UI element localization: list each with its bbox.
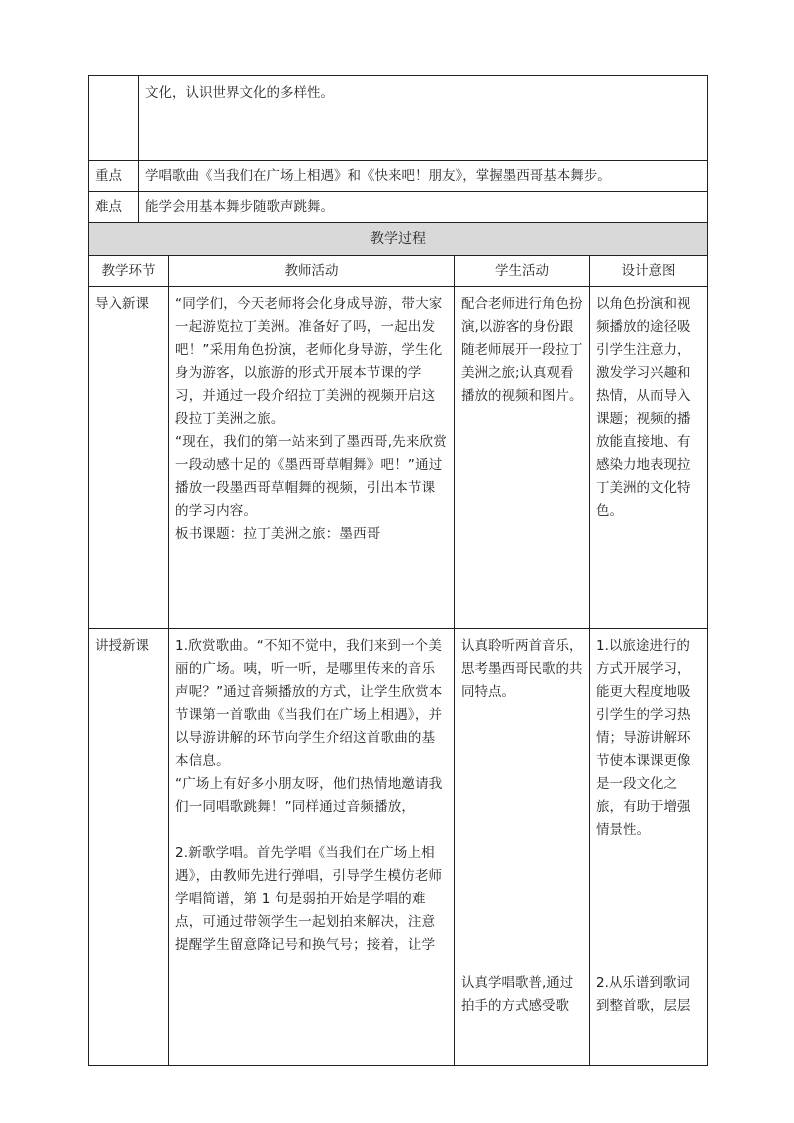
stage-cell: 讲授新课: [89, 629, 169, 1066]
column-header-row: [89, 256, 708, 287]
student-paragraph: 配合老师进行角色扮演,以游客的身份跟随老师展开一段拉丁美洲之旅;认真观看播放的视频和图片。: [461, 296, 583, 404]
table-row-new-lesson: [89, 629, 708, 1066]
teacher-activity-cell: [169, 629, 455, 1066]
teacher-paragraph: 2.新歌学唱。首先学唱《当我们在广场上相遇》，由教师先进行弹唱，引导学生模仿老师学唱简谱，第 1 句是弱拍开始是学唱的难点，可通过带领学生一起划拍来解决，注意提醒学生留意降记号和换气号；接着，让学: [175, 845, 443, 953]
difficulty-text: 能学会用基本舞步随歌声跳舞。: [139, 192, 708, 223]
process-title-row: [89, 223, 708, 256]
design-paragraph: 以角色扮演和视频播放的途径吸引学生注意力，激发学习兴趣和热情，从而导入课题；视频的播放能直接地、有感染力地表现拉丁美洲的文化特色。: [596, 296, 691, 519]
teacher-paragraph: “同学们，今天老师将会化身成导游，带大家一起游览拉丁美洲。准备好了吗，一起出发吧！”采用角色扮演，老师化身导游，学生化身为游客，以旅游的形式开展本节课的学习，并通过一段介绍拉丁美洲的视频开启这段拉丁美洲之旅。: [175, 296, 443, 427]
blank-label-cell: [89, 76, 139, 161]
difficulty-row: [89, 192, 708, 223]
lesson-plan-table: [88, 75, 708, 1066]
difficulty-label: 难点: [89, 192, 139, 223]
teacher-paragraph: “广场上有好多小朋友呀，他们热情地邀请我们一同唱歌跳舞！”同样通过音频播放，: [175, 776, 443, 815]
header-stage: 教学环节: [89, 256, 169, 287]
teacher-paragraph: “现在，我们的第一站来到了墨西哥,先来欣赏一段动感十足的《墨西哥草帽舞》吧！”通过播放一段墨西哥草帽舞的视频，引出本节课的学习内容。: [175, 434, 447, 519]
teacher-activity-cell: [169, 287, 455, 629]
design-intent-cell: [590, 287, 708, 629]
objectives-continuation-row: [89, 76, 708, 161]
teacher-paragraph: 1.欣赏歌曲。“不知不觉中，我们来到一个美丽的广场。咦，听一听，是哪里传来的音乐声呢？”通过音频播放的方式，让学生欣赏本节课第一首歌曲《当我们在广场上相遇》，并以导游讲解的环节向学生介绍这首歌曲的基本信息。: [175, 638, 443, 769]
lesson-plan-page: [88, 75, 707, 1066]
key-point-row: [89, 161, 708, 192]
header-student: 学生活动: [455, 256, 590, 287]
design-paragraph: 1.以旅途进行的方式开展学习，能更大程度地吸引学生的学习热情；导游讲解环节使本课课更像是一段文化之旅，有助于增强情景性。: [596, 638, 691, 838]
paragraph-gap: [175, 819, 448, 842]
key-point-text: 学唱歌曲《当我们在广场上相遇》和《快来吧！朋友》，掌握墨西哥基本舞步。: [139, 161, 708, 192]
student-paragraph: 认真聆听两首音乐，思考墨西哥民歌的共同特点。: [461, 638, 583, 700]
key-point-label: 重点: [89, 161, 139, 192]
design-paragraph: 2.从乐谱到歌词到整首歌，层层: [596, 975, 691, 1014]
header-teacher: 教师活动: [169, 256, 455, 287]
process-title: 教学过程: [89, 223, 708, 256]
student-paragraph: 认真学唱歌普,通过拍手的方式感受歌: [461, 975, 574, 1014]
stage-cell: 导入新课: [89, 287, 169, 629]
header-design: 设计意图: [590, 256, 708, 287]
design-intent-cell: [590, 629, 708, 1066]
objectives-continuation-text: 文化，认识世界文化的多样性。: [139, 76, 708, 161]
teacher-paragraph: 板书课题：拉丁美洲之旅：墨西哥: [175, 526, 381, 542]
table-row-intro: [89, 287, 708, 629]
student-activity-cell: [455, 287, 590, 629]
student-activity-cell: [455, 629, 590, 1066]
